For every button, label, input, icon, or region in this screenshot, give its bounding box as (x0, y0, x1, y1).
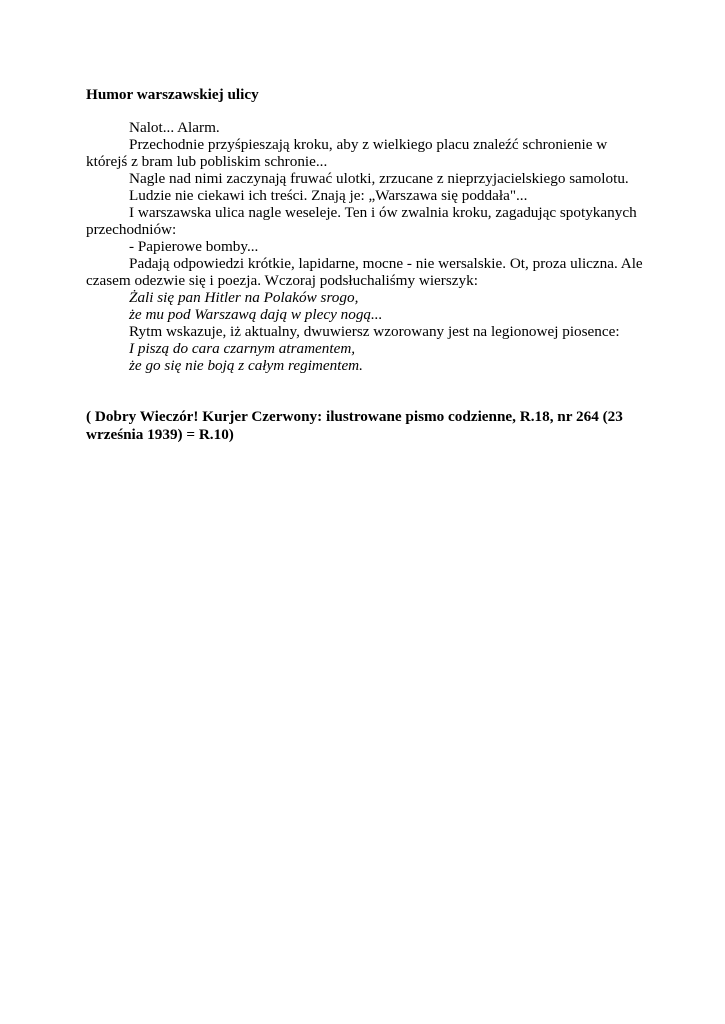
paragraph-ulica: I warszawska ulica nagle weseleje. Ten i ów zwalnia kroku, zagadując spotykanych przechodniów: (86, 204, 637, 238)
paragraph-nalot: Nalot... Alarm. (129, 119, 220, 136)
paragraph-bomby: - Papierowe bomby... (129, 238, 259, 255)
paragraph-ludzie: Ludzie nie ciekawi ich treści. Znają je: „Warszawa się poddała"... (129, 187, 528, 204)
verse2-line1: I piszą do cara czarnym atramentem, (129, 340, 356, 357)
paragraph-ulotki: Nagle nad nimi zaczynają fruwać ulotki, zrzucane z nieprzyjacielskiego samolotu. (129, 170, 629, 187)
paragraph-przechodnie: Przechodnie przyśpieszają kroku, aby z wielkiego placu znaleźć schronienie w którejś z bram lub pobliskim schronie... (86, 136, 608, 170)
verse2-line2: że go się nie boją z całym regimentem. (129, 357, 363, 374)
document-page (86, 86, 646, 458)
verse1-line2: że mu pod Warszawą dają w plecy nogą... (129, 306, 383, 323)
paragraph-rytm: Rytm wskazuje, iż aktualny, dwuwiersz wzorowany jest na legionowej piosence: (129, 323, 620, 340)
article-body (86, 119, 646, 374)
paragraph-odpowiedzi: Padają odpowiedzi krótkie, lapidarne, mocne - nie wersalskie. Ot, proza uliczna. Ale czasem odezwie się i poezja. Wczoraj podsłuchaliśmy wierszyk: (86, 255, 643, 289)
verse1-line1: Żali się pan Hitler na Polaków srogo, (129, 289, 359, 306)
article-title: Humor warszawskiej ulicy (86, 86, 259, 103)
source-citation: ( Dobry Wieczór! Kurjer Czerwony: ilustrowane pismo codzienne, R.18, nr 264 (23 września 1939) = R.10) (86, 408, 623, 443)
